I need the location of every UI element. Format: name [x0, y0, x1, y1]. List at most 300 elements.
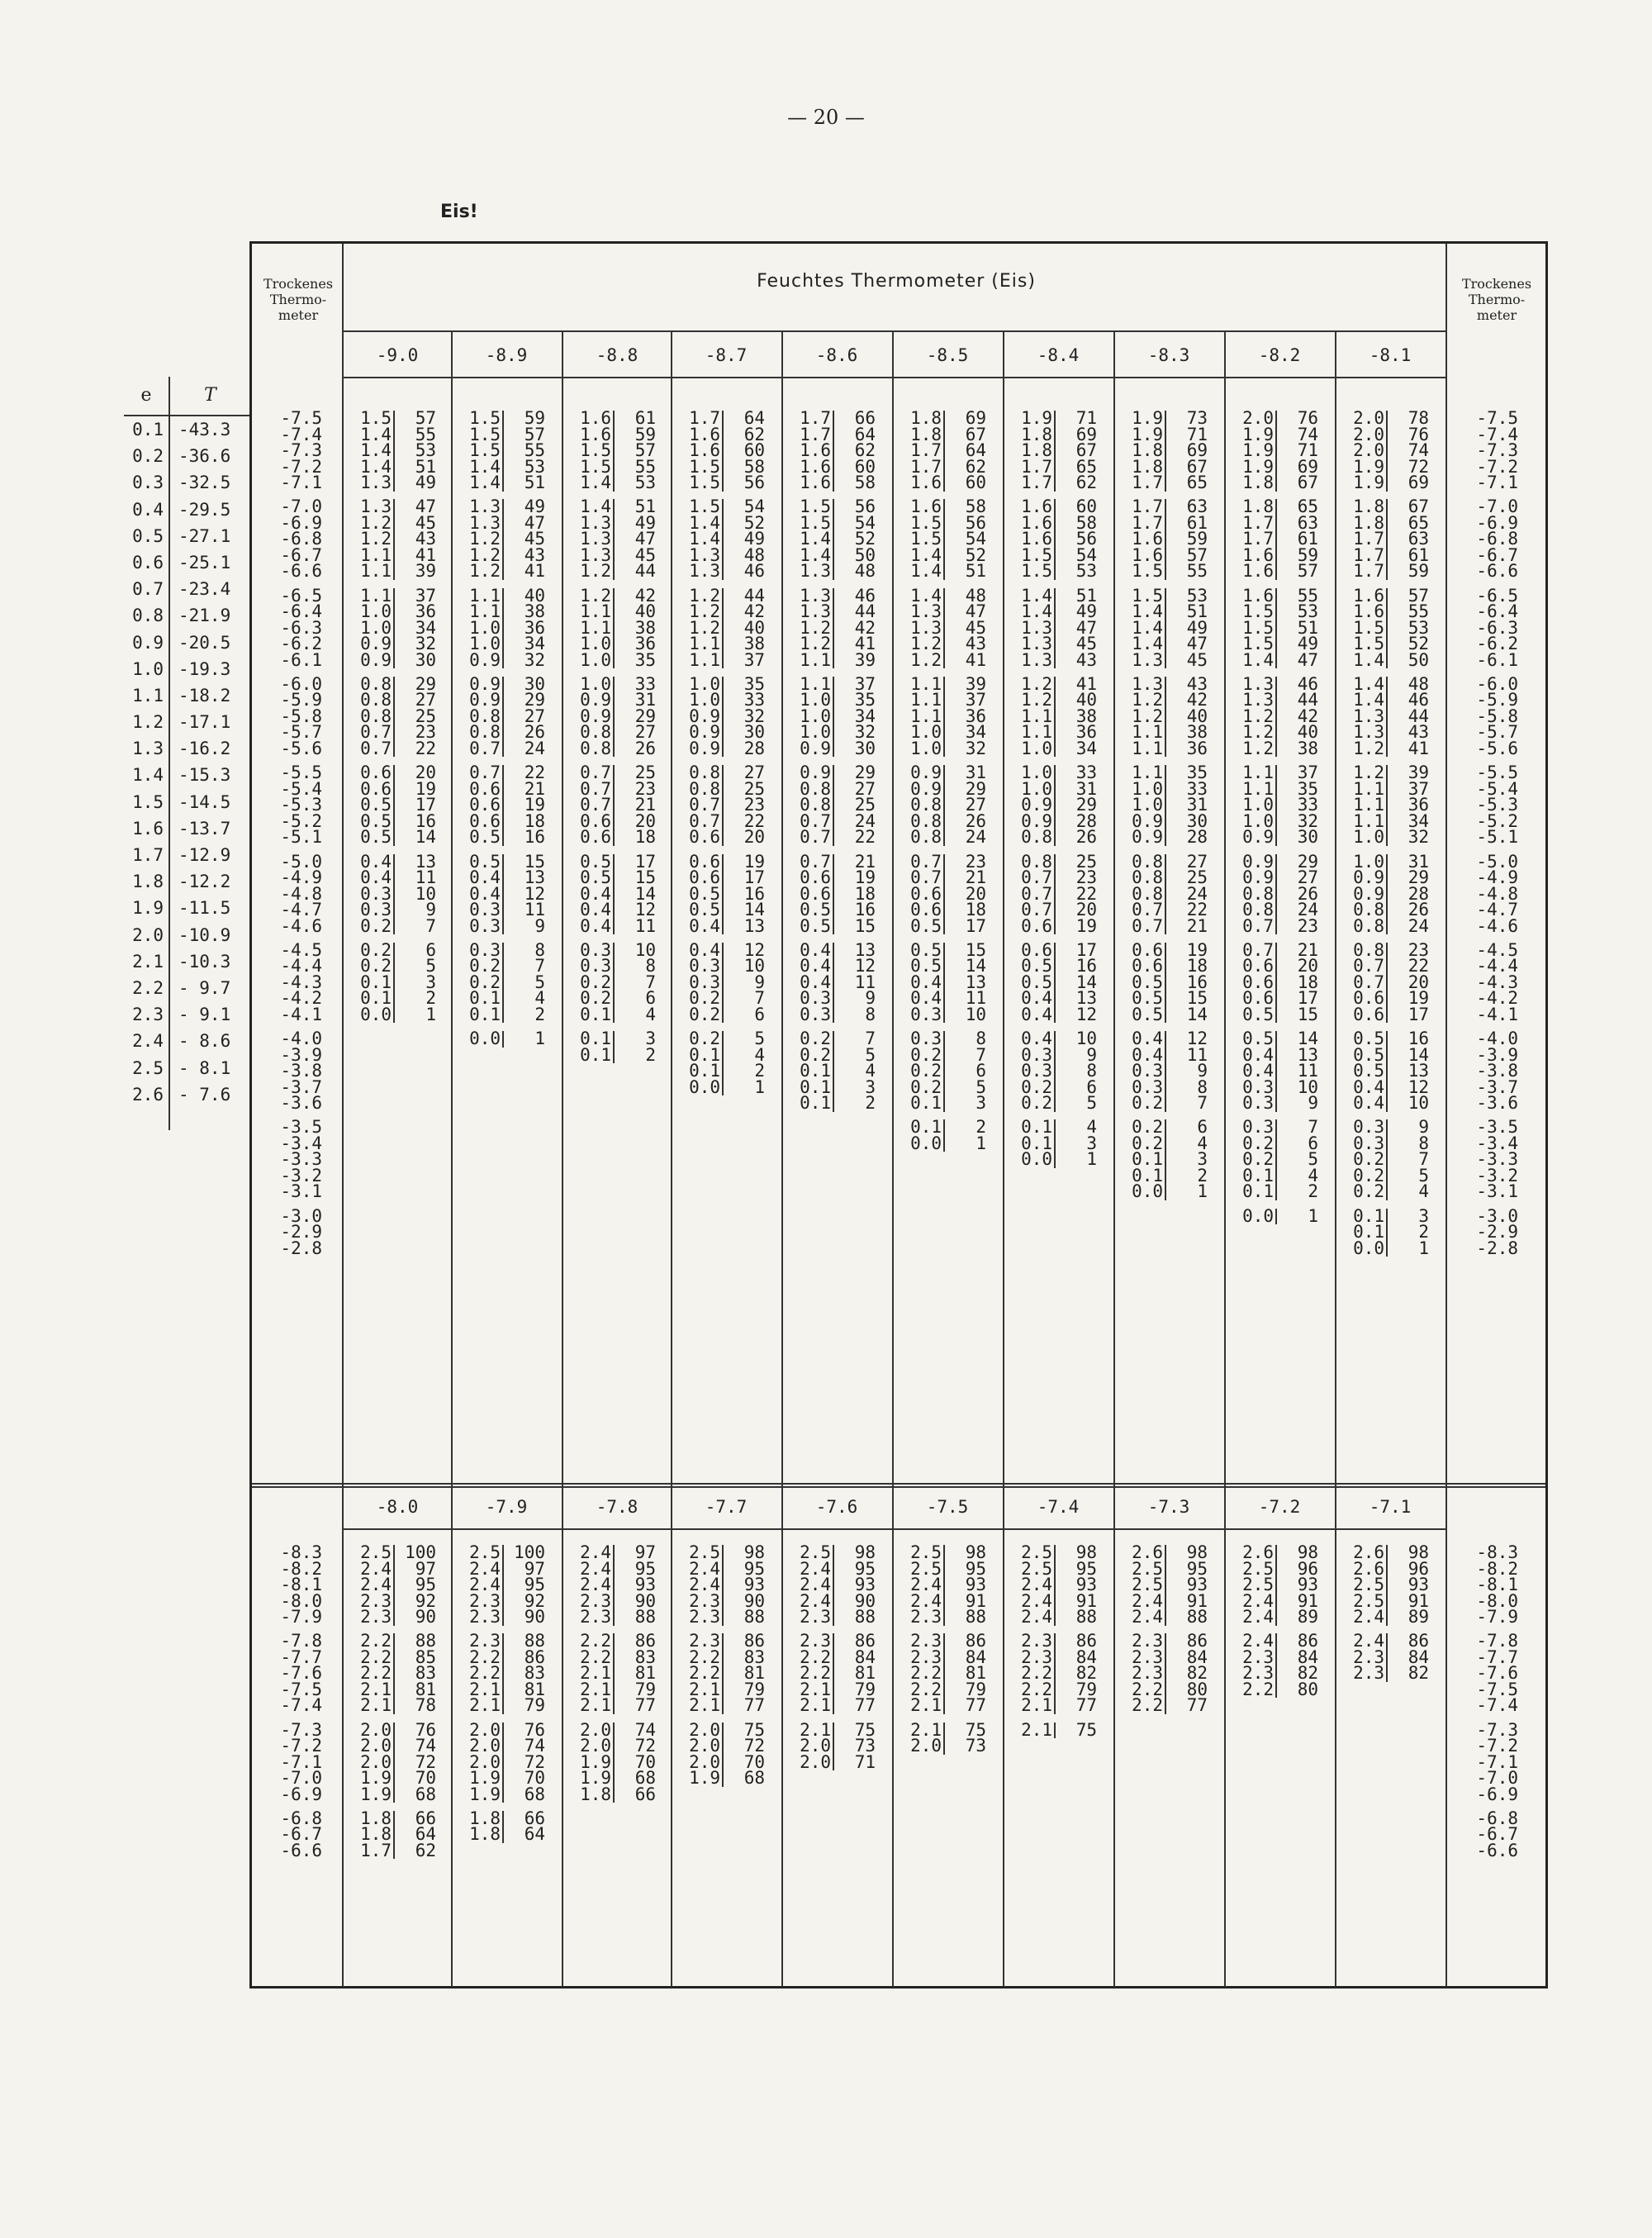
cell-value-rh: 51: [1297, 617, 1318, 638]
dry-temp-right: -3.5: [1476, 1117, 1518, 1138]
side-e-value: 2.1: [132, 951, 164, 972]
cell-value-e: 1.5: [1009, 548, 1056, 564]
cell-value-e: 0.7: [458, 765, 504, 782]
cell-value-e: 1.3: [568, 548, 615, 564]
upper-cell: [1009, 915, 1097, 936]
cell-value-e: 0.2: [1120, 1095, 1166, 1112]
cell-value-e: 2.0: [899, 1738, 945, 1755]
cell-value-rh: 5: [1418, 1165, 1429, 1186]
upper-cell: [1341, 829, 1429, 846]
lower-cell: [788, 1751, 876, 1772]
cell-value-e: 0.9: [1231, 829, 1277, 846]
cell-value-rh: 6: [976, 1061, 986, 1081]
cell-value-e: 0.7: [1009, 886, 1056, 903]
side-table: [124, 377, 252, 1108]
dry-temp-left: -8.2: [280, 1558, 322, 1579]
cell-value-e: 1.5: [1341, 636, 1388, 653]
cell-value-rh: 81: [854, 1663, 876, 1684]
dry-temp-right: -7.3: [1476, 440, 1518, 460]
upper-cell: [568, 1004, 656, 1024]
side-t-value: -12.2: [178, 872, 231, 892]
cell-value-rh: 20: [415, 763, 436, 783]
cell-value-rh: 76: [1408, 424, 1429, 444]
cell-value-e: 1.4: [1009, 604, 1056, 620]
dry-temp-right: -3.4: [1476, 1133, 1518, 1153]
side-e-value: 1.8: [132, 872, 164, 892]
dry-temp-left: -7.1: [280, 1751, 322, 1772]
cell-value-e: 2.0: [677, 1738, 724, 1755]
cell-value-rh: 59: [524, 408, 545, 428]
cell-value-rh: 15: [854, 915, 876, 936]
cell-value-rh: 27: [1297, 867, 1318, 887]
cell-value-e: 1.8: [349, 1827, 395, 1843]
side-e-value: 1.4: [132, 765, 164, 786]
cell-value-e: 0.1: [788, 1095, 834, 1112]
cell-value-e: 0.1: [1341, 1209, 1388, 1225]
dry-temp-left: -7.0: [280, 497, 322, 517]
cell-value-e: 0.9: [1120, 829, 1166, 846]
cell-value-rh: 100: [514, 1542, 545, 1562]
cell-value-e: 1.1: [1341, 782, 1388, 798]
upper-cell: [677, 563, 765, 580]
cell-value-e: 1.8: [1341, 499, 1388, 516]
side-row: [124, 576, 252, 602]
cell-value-e: 1.5: [1120, 563, 1166, 580]
cell-value-e: 0.8: [1120, 870, 1166, 886]
cell-value-rh: 58: [965, 497, 986, 517]
cell-value-rh: 68: [634, 1768, 656, 1789]
cell-value-rh: 15: [1297, 1004, 1318, 1024]
cell-value-rh: 98: [743, 1542, 765, 1562]
cell-value-e: 2.2: [458, 1650, 504, 1666]
cell-value-rh: 38: [1297, 738, 1318, 758]
cell-value-rh: 63: [1186, 497, 1208, 517]
cell-value-rh: 35: [1186, 763, 1208, 783]
cell-value-rh: 62: [415, 1840, 436, 1860]
cell-value-rh: 65: [1408, 512, 1429, 533]
cell-value-rh: 53: [634, 473, 656, 492]
dry-temp-right: -7.4: [1476, 1695, 1518, 1716]
cell-value-e: 1.6: [1009, 499, 1056, 516]
cell-value-rh: 4: [1308, 1165, 1318, 1186]
cell-value-e: 1.8: [1120, 443, 1166, 459]
cell-value-rh: 98: [1297, 1542, 1318, 1562]
cell-value-e: 0.9: [677, 709, 724, 725]
cell-value-e: 0.0: [349, 1007, 395, 1024]
cell-value-rh: 93: [1075, 1575, 1097, 1594]
cell-value-rh: 2: [645, 1044, 656, 1065]
side-t-value: -36.6: [178, 446, 231, 467]
header-center: Feuchtes Thermometer (Eis): [757, 271, 1036, 292]
dry-temp-left: -6.6: [280, 561, 322, 582]
cell-value-e: 1.0: [788, 692, 834, 709]
cell-value-rh: 72: [1408, 456, 1429, 477]
cell-value-rh: 41: [854, 634, 876, 654]
cell-value-e: 1.8: [1009, 443, 1056, 459]
cell-value-e: 2.0: [349, 1738, 395, 1755]
cell-value-e: 1.5: [458, 443, 504, 459]
side-t-value: -25.1: [178, 552, 231, 573]
side-t-value: -14.5: [178, 791, 231, 812]
cell-value-e: 0.2: [899, 1080, 945, 1096]
cell-value-e: 1.6: [1341, 588, 1388, 605]
cell-value-rh: 7: [1197, 1093, 1208, 1114]
cell-value-rh: 86: [524, 1646, 545, 1667]
column-divider: [1335, 1483, 1336, 1987]
cell-value-e: 2.3: [1120, 1665, 1166, 1682]
cell-value-e: 2.4: [458, 1561, 504, 1578]
cell-value-rh: 65: [1075, 456, 1097, 477]
lower-column-header: -7.3: [1147, 1497, 1190, 1517]
cell-value-e: 0.3: [568, 958, 615, 975]
cell-value-rh: 37: [1297, 763, 1318, 783]
cell-value-rh: 76: [524, 1719, 545, 1740]
upper-cell: [458, 475, 545, 492]
side-e-value: 0.4: [132, 499, 164, 520]
cell-value-rh: 14: [1408, 1044, 1429, 1065]
cell-value-rh: 88: [415, 1631, 436, 1651]
upper-cell: [458, 649, 545, 670]
cell-value-e: 0.4: [788, 958, 834, 975]
divider-left: [342, 244, 344, 1987]
cell-value-rh: 37: [743, 649, 765, 670]
cell-value-e: 0.8: [568, 741, 615, 758]
cell-value-e: 1.1: [899, 677, 945, 693]
cell-value-e: 1.9: [568, 1755, 615, 1771]
cell-value-rh: 72: [415, 1751, 436, 1772]
cell-value-rh: 8: [1418, 1133, 1429, 1153]
cell-value-rh: 6: [1197, 1117, 1208, 1138]
cell-value-rh: 54: [743, 497, 765, 517]
cell-value-rh: 6: [1308, 1133, 1318, 1153]
cell-value-e: 0.8: [1231, 902, 1277, 919]
cell-value-rh: 10: [634, 939, 656, 960]
cell-value-e: 0.7: [1120, 902, 1166, 919]
cell-value-rh: 95: [743, 1558, 765, 1579]
cell-value-e: 2.2: [899, 1682, 945, 1699]
cell-value-e: 2.3: [458, 1609, 504, 1626]
cell-value-e: 1.2: [349, 516, 395, 532]
cell-value-rh: 39: [1408, 763, 1429, 783]
dry-temp-left: -7.8: [280, 1631, 322, 1651]
upper-cell: [899, 738, 986, 758]
cell-value-rh: 59: [634, 424, 656, 444]
cell-value-rh: 70: [743, 1751, 765, 1772]
cell-value-rh: 46: [743, 561, 765, 582]
side-e-value: 0.5: [132, 525, 164, 546]
upper-cell: [349, 1004, 436, 1024]
lower-column-header: -7.6: [815, 1497, 858, 1517]
cell-value-e: 0.6: [677, 854, 724, 871]
cell-value-rh: 18: [1297, 972, 1318, 992]
cell-value-rh: 55: [1186, 561, 1208, 582]
cell-value-e: 2.1: [677, 1682, 724, 1699]
cell-value-e: 0.5: [1231, 1007, 1277, 1024]
cell-value-rh: 53: [1297, 601, 1318, 622]
cell-value-rh: 33: [743, 690, 765, 710]
colhead-rule-upper: [342, 377, 1447, 378]
cell-value-rh: 58: [854, 473, 876, 492]
side-row: [124, 948, 252, 975]
cell-value-rh: 79: [634, 1679, 656, 1699]
cell-value-rh: 14: [415, 827, 436, 848]
side-row: [124, 842, 252, 868]
upper-cell: [1120, 738, 1208, 758]
cell-value-rh: 27: [524, 706, 545, 726]
cell-value-rh: 86: [1408, 1631, 1429, 1651]
cell-value-rh: 13: [743, 915, 765, 936]
side-t-value: -18.2: [178, 685, 231, 706]
cell-value-rh: 43: [1408, 722, 1429, 743]
cell-value-rh: 31: [634, 690, 656, 710]
cell-value-rh: 88: [1075, 1607, 1097, 1627]
cell-value-rh: 77: [634, 1695, 656, 1716]
cell-value-e: 2.1: [458, 1698, 504, 1714]
cell-value-e: 2.0: [458, 1755, 504, 1771]
cell-value-rh: 8: [1086, 1061, 1097, 1081]
cell-value-rh: 42: [634, 585, 656, 606]
cell-value-rh: 11: [415, 867, 436, 887]
lower-column-header: -7.9: [485, 1497, 528, 1517]
lower-cell: [568, 1784, 656, 1804]
cell-value-rh: 26: [965, 810, 986, 831]
lower-cell: [1120, 1695, 1208, 1716]
cell-value-rh: 31: [1408, 851, 1429, 872]
lower-column-header: -7.7: [705, 1497, 748, 1517]
dry-temp-right: -7.6: [1476, 1663, 1518, 1684]
upper-cell: [677, 738, 765, 758]
cell-value-e: 0.2: [458, 958, 504, 975]
cell-value-e: 0.1: [568, 1031, 615, 1048]
cell-value-e: 2.4: [1231, 1609, 1277, 1626]
cell-value-rh: 18: [524, 810, 545, 831]
cell-value-rh: 51: [1075, 585, 1097, 606]
cell-value-e: 0.3: [458, 902, 504, 919]
cell-value-e: 0.9: [458, 653, 504, 669]
dry-temp-left: -6.0: [280, 673, 322, 694]
upper-column-header: -8.7: [705, 345, 748, 365]
upper-cell: [568, 915, 656, 936]
cell-value-rh: 96: [1408, 1558, 1429, 1579]
cell-value-rh: 81: [634, 1663, 656, 1684]
lower-cell: [788, 1695, 876, 1716]
cell-value-rh: 12: [1186, 1029, 1208, 1049]
cell-value-e: 2.5: [899, 1561, 945, 1578]
cell-value-e: 0.8: [1009, 854, 1056, 871]
cell-value-e: 0.4: [568, 919, 615, 935]
cell-value-e: 0.5: [1341, 1031, 1388, 1048]
cell-value-rh: 91: [965, 1590, 986, 1611]
cell-value-rh: 39: [854, 649, 876, 670]
side-t-value: -12.9: [178, 845, 231, 865]
upper-cell: [788, 1095, 876, 1112]
cell-value-rh: 7: [425, 915, 436, 936]
side-t-value: -15.3: [178, 765, 231, 786]
cell-value-rh: 7: [645, 972, 656, 992]
upper-cell: [568, 829, 656, 846]
cell-value-rh: 33: [1075, 763, 1097, 783]
cell-value-rh: 30: [415, 649, 436, 670]
cell-value-e: 1.9: [1231, 427, 1277, 444]
cell-value-e: 1.1: [1231, 782, 1277, 798]
upper-cell: [677, 1004, 765, 1024]
cell-value-e: 2.4: [349, 1561, 395, 1578]
cell-value-e: 1.6: [899, 475, 945, 492]
cell-value-rh: 82: [1408, 1663, 1429, 1684]
cell-value-e: 0.0: [1341, 1241, 1388, 1257]
dry-temp-right: -5.4: [1476, 778, 1518, 799]
cell-value-rh: 20: [1297, 956, 1318, 976]
side-header: [124, 377, 252, 416]
cell-value-e: 0.7: [899, 854, 945, 871]
cell-value-rh: 78: [415, 1695, 436, 1716]
cell-value-rh: 61: [1186, 512, 1208, 533]
cell-value-e: 0.2: [677, 1007, 724, 1024]
cell-value-rh: 51: [634, 497, 656, 517]
cell-value-rh: 69: [1186, 440, 1208, 460]
cell-value-rh: 49: [1297, 634, 1318, 654]
cell-value-e: 2.2: [788, 1650, 834, 1666]
cell-value-e: 2.5: [788, 1545, 834, 1561]
cell-value-rh: 34: [524, 634, 545, 654]
cell-value-rh: 8: [976, 1029, 986, 1049]
cell-value-rh: 64: [415, 1824, 436, 1845]
upper-cell: [788, 829, 876, 846]
cell-value-rh: 2: [1197, 1165, 1208, 1186]
cell-value-rh: 98: [965, 1542, 986, 1562]
cell-value-rh: 17: [743, 867, 765, 887]
cell-value-rh: 97: [524, 1558, 545, 1579]
dry-temp-right: -7.5: [1476, 1679, 1518, 1699]
cell-value-e: 1.2: [1341, 765, 1388, 782]
cell-value-e: 0.2: [349, 958, 395, 975]
cell-value-e: 2.4: [899, 1594, 945, 1610]
cell-value-e: 2.2: [1009, 1665, 1056, 1682]
dry-temp-left: -4.6: [280, 915, 322, 936]
lower-cell: [568, 1695, 656, 1716]
cell-value-rh: 69: [1297, 456, 1318, 477]
cell-value-rh: 21: [634, 795, 656, 815]
cell-value-e: 0.3: [1009, 1063, 1056, 1080]
cell-value-e: 0.6: [1231, 991, 1277, 1007]
side-rows: [124, 416, 252, 1108]
cell-value-rh: 71: [854, 1751, 876, 1772]
cell-value-rh: 70: [634, 1751, 656, 1772]
cell-value-rh: 91: [1297, 1590, 1318, 1611]
cell-value-e: 1.2: [458, 531, 504, 548]
cell-value-e: 1.7: [788, 427, 834, 444]
dry-temp-left: -8.3: [280, 1542, 322, 1562]
dry-temp-left: -4.9: [280, 867, 322, 887]
cell-value-rh: 11: [1297, 1061, 1318, 1081]
upper-cell: [1231, 1205, 1318, 1226]
cell-value-rh: 91: [1186, 1590, 1208, 1611]
dry-temp-left: -7.7: [280, 1646, 322, 1667]
dry-temp-right: -7.2: [1476, 1736, 1518, 1756]
cell-value-rh: 90: [743, 1590, 765, 1611]
dry-temp-left: -7.4: [280, 424, 322, 444]
cell-value-rh: 35: [634, 649, 656, 670]
dry-temp-left: -3.0: [280, 1205, 322, 1226]
cell-value-rh: 73: [1186, 408, 1208, 428]
cell-value-e: 0.4: [677, 919, 724, 935]
cell-value-rh: 28: [1075, 810, 1097, 831]
cell-value-rh: 34: [1075, 738, 1097, 758]
cell-value-rh: 23: [1297, 915, 1318, 936]
cell-value-rh: 10: [743, 956, 765, 976]
upper-column-header: -8.1: [1369, 345, 1412, 365]
cell-value-rh: 55: [634, 456, 656, 477]
column-divider: [1113, 1483, 1115, 1987]
cell-value-e: 2.4: [677, 1577, 724, 1594]
cell-value-e: 1.3: [349, 499, 395, 516]
cell-value-rh: 37: [854, 673, 876, 694]
cell-value-e: 1.9: [1120, 427, 1166, 444]
cell-value-e: 0.3: [788, 1007, 834, 1024]
upper-cell: [1009, 829, 1097, 846]
cell-value-e: 2.0: [788, 1755, 834, 1771]
dry-temp-left: -5.7: [280, 722, 322, 743]
cell-value-rh: 16: [415, 810, 436, 831]
column-divider: [781, 330, 783, 1483]
cell-value-rh: 10: [965, 1004, 986, 1024]
cell-value-e: 0.9: [349, 653, 395, 669]
cell-value-rh: 90: [634, 1590, 656, 1611]
cell-value-rh: 8: [1197, 1076, 1208, 1097]
cell-value-rh: 31: [1075, 778, 1097, 799]
cell-value-rh: 79: [524, 1695, 545, 1716]
cell-value-rh: 72: [743, 1736, 765, 1756]
upper-column-header: -8.6: [815, 345, 858, 365]
cell-value-rh: 32: [743, 706, 765, 726]
cell-value-e: 0.3: [568, 943, 615, 959]
side-divider: [169, 377, 170, 1130]
cell-value-rh: 47: [634, 529, 656, 549]
cell-value-e: 2.1: [568, 1682, 615, 1699]
cell-value-e: 1.6: [1231, 588, 1277, 605]
cell-value-rh: 2: [754, 1061, 765, 1081]
cell-value-e: 0.2: [1341, 1184, 1388, 1200]
dry-temp-right: -6.0: [1476, 673, 1518, 694]
cell-value-e: 0.1: [1120, 1152, 1166, 1168]
cell-value-rh: 38: [524, 601, 545, 622]
cell-value-e: 1.4: [788, 548, 834, 564]
cell-value-rh: 9: [754, 972, 765, 992]
dry-temp-left: -3.8: [280, 1061, 322, 1081]
upper-cell: [1009, 563, 1097, 580]
cell-value-rh: 11: [965, 988, 986, 1009]
cell-value-rh: 30: [524, 673, 545, 694]
cell-value-e: 0.7: [568, 797, 615, 814]
cell-value-rh: 36: [634, 634, 656, 654]
cell-value-rh: 30: [743, 722, 765, 743]
dry-temp-right: -6.4: [1476, 601, 1518, 622]
cell-value-e: 0.4: [568, 886, 615, 903]
cell-value-e: 0.4: [1341, 1095, 1388, 1112]
cell-value-e: 1.9: [1231, 459, 1277, 476]
cell-value-e: 2.3: [677, 1633, 724, 1650]
cell-value-rh: 29: [524, 690, 545, 710]
cell-value-e: 1.1: [568, 620, 615, 637]
cell-value-rh: 60: [1075, 497, 1097, 517]
cell-value-rh: 43: [524, 544, 545, 565]
dry-temp-right: -4.3: [1476, 972, 1518, 992]
cell-value-e: 1.3: [899, 620, 945, 637]
cell-value-e: 0.6: [788, 886, 834, 903]
cell-value-e: 0.8: [899, 814, 945, 830]
cell-value-rh: 59: [1297, 544, 1318, 565]
cell-value-e: 0.1: [899, 1119, 945, 1136]
